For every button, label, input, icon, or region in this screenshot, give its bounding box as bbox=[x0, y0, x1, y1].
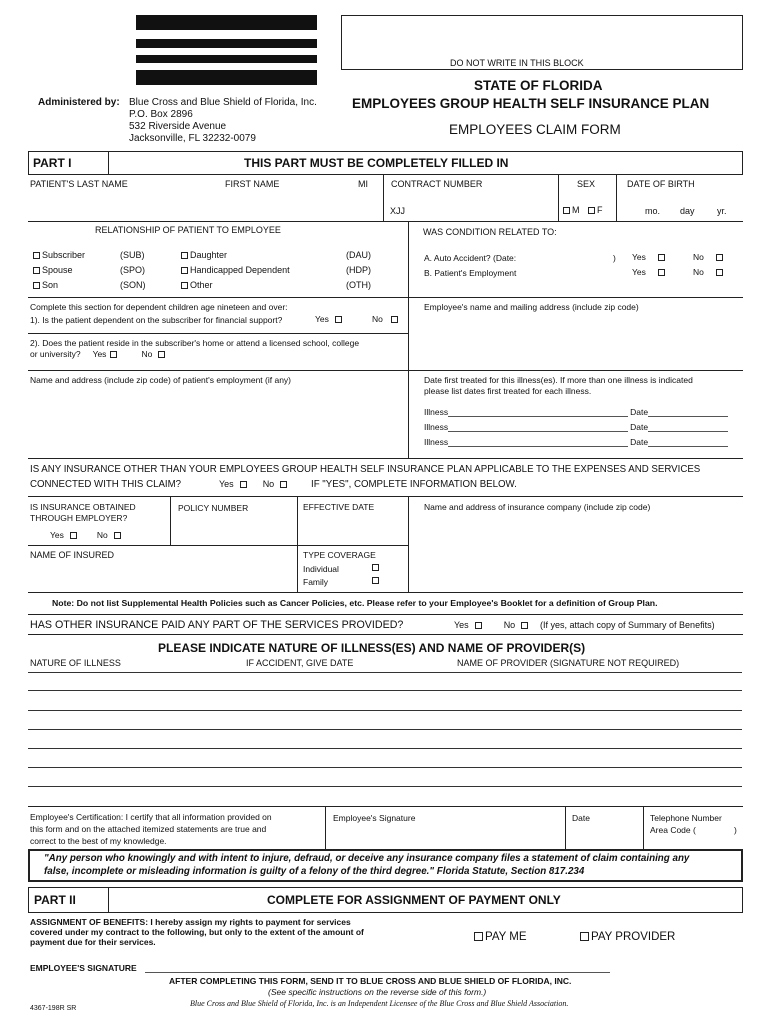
rel-son-checkbox[interactable] bbox=[33, 282, 40, 289]
date-3-field[interactable] bbox=[648, 438, 728, 447]
dependent-q1: 1). Is the patient dependent on the subscriber for financial support? bbox=[30, 315, 283, 325]
other-ins-no-label: No bbox=[262, 479, 275, 489]
sex-label: SEX bbox=[577, 179, 596, 189]
individual-label: Individual bbox=[303, 564, 339, 574]
condition-a: A. Auto Accident? (Date: bbox=[424, 253, 517, 263]
rel-spouse-checkbox[interactable] bbox=[33, 267, 40, 274]
send-to-text: AFTER COMPLETING THIS FORM, SEND IT TO BLUE CROSS AND BLUE SHIELD OF FLORIDA, INC. bbox=[169, 976, 572, 986]
employee-signature-line[interactable] bbox=[145, 972, 610, 973]
if-yes-label: IF "YES", COMPLETE INFORMATION BELOW. bbox=[311, 479, 517, 490]
name-of-insured-label: NAME OF INSURED bbox=[30, 550, 115, 560]
dep-q2-yes-label: Yes bbox=[92, 349, 107, 359]
rel-subscriber-code: (SUB) bbox=[120, 250, 145, 260]
cert-text-b: this form and on the attached itemized statements are true and bbox=[30, 824, 267, 834]
part1-title: THIS PART MUST BE COMPLETELY FILLED IN bbox=[244, 156, 509, 170]
cert-date-label: Date bbox=[572, 813, 590, 823]
date-first-treated-b: please list dates first treated for each illness. bbox=[424, 386, 592, 396]
rel-son-code: (SON) bbox=[120, 280, 146, 290]
rel-handicapped[interactable]: Handicapped Dependent bbox=[179, 265, 290, 275]
assignment-a: ASSIGNMENT OF BENEFITS: I hereby assign my rights to payment for services bbox=[30, 917, 351, 927]
rel-other-checkbox[interactable] bbox=[181, 282, 188, 289]
dep-q1-yes-label: Yes bbox=[315, 314, 329, 324]
dep-q1-no-label: No bbox=[372, 314, 383, 324]
nature-of-illness-label: NATURE OF ILLNESS bbox=[30, 658, 121, 668]
cond-b-yes-checkbox[interactable] bbox=[658, 269, 665, 276]
cond-b-no-checkbox[interactable] bbox=[716, 269, 723, 276]
condition-b: B. Patient's Employment bbox=[424, 268, 517, 278]
rel-handicapped-checkbox[interactable] bbox=[181, 267, 188, 274]
illness-line-2[interactable] bbox=[28, 690, 742, 691]
cert-text-c: correct to the best of my knowledge. bbox=[30, 836, 167, 846]
dob-label: DATE OF BIRTH bbox=[627, 179, 695, 189]
rel-subscriber[interactable]: Subscriber bbox=[31, 250, 85, 260]
admin-line-4: Jacksonville, FL 32232-0079 bbox=[129, 133, 256, 144]
illness-line-6[interactable] bbox=[28, 767, 742, 768]
family-checkbox[interactable] bbox=[372, 577, 379, 584]
condition-a-close: ) bbox=[613, 253, 616, 263]
dep-q1-no-checkbox[interactable] bbox=[391, 316, 398, 323]
dependent-intro: Complete this section for dependent children age nineteen and over: bbox=[30, 302, 288, 312]
dob-mo: mo. bbox=[645, 206, 661, 216]
has-paid-question: HAS OTHER INSURANCE PAID ANY PART OF THE SERVICES PROVIDED? bbox=[30, 619, 404, 631]
paid-yes-checkbox[interactable] bbox=[475, 622, 482, 629]
admin-line-1: Blue Cross and Blue Shield of Florida, Inc. bbox=[129, 97, 317, 108]
rel-daughter[interactable]: Daughter bbox=[179, 250, 227, 260]
admin-line-3: 532 Riverside Avenue bbox=[129, 121, 227, 132]
if-accident-label: IF ACCIDENT, GIVE DATE bbox=[246, 658, 354, 668]
date-first-treated-a: Date first treated for this illness(es). If more than one illness is indicated bbox=[424, 375, 693, 385]
paid-no-label: No bbox=[503, 620, 516, 630]
rel-daughter-checkbox[interactable] bbox=[181, 252, 188, 259]
administered-by-label: Administered by: bbox=[38, 97, 120, 108]
condition-title: WAS CONDITION RELATED TO: bbox=[423, 227, 557, 237]
rel-daughter-code: (DAU) bbox=[346, 250, 371, 260]
area-code-label: Area Code ( bbox=[650, 825, 696, 835]
company-address-label: Name and address of insurance company (include zip code) bbox=[424, 502, 651, 512]
employee-signature-label: Employee's Signature bbox=[333, 813, 416, 823]
telephone-label: Telephone Number bbox=[650, 813, 722, 823]
plan-title: EMPLOYEES GROUP HEALTH SELF INSURANCE PLAN bbox=[352, 96, 710, 111]
date-1-field[interactable] bbox=[648, 408, 728, 417]
paid-yes-label: Yes bbox=[454, 620, 469, 630]
pay-provider-option[interactable]: PAY PROVIDER bbox=[580, 931, 675, 943]
illness-row-2: Illness Date bbox=[424, 422, 728, 432]
state-title: STATE OF FLORIDA bbox=[474, 78, 603, 93]
cond-b-no-label: No bbox=[693, 267, 704, 277]
employee-signature-part2: EMPLOYEE'S SIGNATURE bbox=[30, 963, 137, 973]
attach-note: (If yes, attach copy of Summary of Benefits) bbox=[540, 620, 715, 630]
cond-a-yes-label: Yes bbox=[632, 252, 646, 262]
cond-a-no-checkbox[interactable] bbox=[716, 254, 723, 261]
effective-date-label: EFFECTIVE DATE bbox=[303, 502, 375, 512]
part2-label: PART II bbox=[34, 893, 76, 907]
provider-label: NAME OF PROVIDER (SIGNATURE NOT REQUIRED) bbox=[457, 658, 680, 668]
licensee-text: Blue Cross and Blue Shield of Florida, Inc. is an Independent Licensee of the Blue Cross and Blue Shield Association. bbox=[190, 999, 569, 1008]
do-not-write-label: DO NOT WRITE IN THIS BLOCK bbox=[450, 58, 584, 68]
fraud-warning-a: "Any person who knowingly and with intent to injure, defraud, or deceive any insurance company files a statement of claim containing any bbox=[44, 853, 690, 864]
illness-row-3: Illness Date bbox=[424, 437, 728, 447]
illness-line-4[interactable] bbox=[28, 729, 742, 730]
patient-last-name-label: PATIENT'S LAST NAME bbox=[30, 179, 128, 189]
rel-son[interactable]: Son bbox=[31, 280, 58, 290]
illness-line-3[interactable] bbox=[28, 710, 742, 711]
illness-row-1: Illness Date bbox=[424, 407, 728, 417]
illness-line-7[interactable] bbox=[28, 786, 742, 787]
pay-provider-checkbox[interactable] bbox=[580, 932, 589, 941]
cert-text-a: Employee's Certification: I certify that all information provided on bbox=[30, 812, 272, 822]
dob-yr: yr. bbox=[717, 206, 727, 216]
dependent-q2a: 2). Does the patient reside in the subscriber's home or attend a licensed school, college bbox=[30, 338, 360, 348]
obtained-yes-label: Yes bbox=[50, 530, 64, 540]
cond-b-yes-label: Yes bbox=[632, 267, 646, 277]
fraud-warning-b: false, incomplete or misleading information is guilty of a felony of the third degree." Florida Statute, Section 817.234 bbox=[44, 866, 585, 877]
sex-m-label: M bbox=[572, 205, 580, 215]
paid-no-checkbox[interactable] bbox=[521, 622, 528, 629]
rel-other-code: (OTH) bbox=[346, 280, 371, 290]
cond-a-no-label: No bbox=[693, 252, 704, 262]
supplemental-note: Note: Do not list Supplemental Health Policies such as Cancer Policies, etc. Please refer to your Employee's Booklet for a definition of Group Plan. bbox=[52, 598, 658, 608]
policy-number-label: POLICY NUMBER bbox=[178, 503, 249, 513]
part2-title: COMPLETE FOR ASSIGNMENT OF PAYMENT ONLY bbox=[267, 893, 561, 907]
pay-me-option[interactable]: PAY ME bbox=[474, 931, 527, 943]
contract-number-label: CONTRACT NUMBER bbox=[391, 179, 483, 189]
illness-3-field[interactable] bbox=[448, 438, 628, 447]
employee-address-label: Employee's name and mailing address (include zip code) bbox=[424, 302, 639, 312]
part1-label: PART I bbox=[33, 156, 72, 170]
dob-day: day bbox=[680, 206, 695, 216]
sex-f-checkbox[interactable] bbox=[588, 207, 595, 214]
other-ins-no-checkbox[interactable] bbox=[280, 481, 287, 488]
admin-line-2: P.O. Box 2896 bbox=[129, 109, 193, 120]
illness-2-field[interactable] bbox=[448, 423, 628, 432]
other-insurance-question-b: CONNECTED WITH THIS CLAIM? bbox=[30, 479, 182, 490]
rel-spouse-code: (SPO) bbox=[120, 265, 146, 275]
rel-other[interactable]: Other bbox=[179, 280, 213, 290]
see-instructions: (See specific instructions on the reverse side of this form.) bbox=[268, 987, 487, 997]
other-ins-yes-label: Yes bbox=[219, 479, 234, 489]
sex-f-label: F bbox=[597, 205, 603, 215]
relationship-title: RELATIONSHIP OF PATIENT TO EMPLOYEE bbox=[95, 225, 281, 235]
illness-section-title: PLEASE INDICATE NATURE OF ILLNESS(ES) AND NAME OF PROVIDER(S) bbox=[158, 641, 586, 655]
contract-prefix: XJJ bbox=[390, 206, 406, 216]
obtained-no-checkbox[interactable] bbox=[114, 532, 121, 539]
other-insurance-question-a: IS ANY INSURANCE OTHER THAN YOUR EMPLOYEES GROUP HEALTH SELF INSURANCE PLAN APPLICABLE TO THE EXPENSES AND SERVICES bbox=[30, 464, 701, 475]
dependent-q2b: or university? bbox=[30, 349, 81, 359]
first-name-label: FIRST NAME bbox=[225, 179, 280, 189]
assignment-c: payment due for their services. bbox=[30, 937, 156, 947]
date-2-field[interactable] bbox=[648, 423, 728, 432]
rel-spouse[interactable]: Spouse bbox=[31, 265, 73, 275]
rel-subscriber-checkbox[interactable] bbox=[33, 252, 40, 259]
obtained-employer-a: IS INSURANCE OBTAINED bbox=[30, 502, 136, 512]
obtained-yes-checkbox[interactable] bbox=[70, 532, 77, 539]
area-code-close: ) bbox=[734, 825, 737, 835]
type-coverage-label: TYPE COVERAGE bbox=[303, 550, 376, 560]
form-code: 4367-198R SR bbox=[30, 1005, 77, 1012]
other-ins-yes-checkbox[interactable] bbox=[240, 481, 247, 488]
family-label: Family bbox=[303, 577, 329, 587]
illness-1-field[interactable] bbox=[448, 408, 628, 417]
assignment-b: covered under my contract to the following, but only to the extent of the amount of bbox=[30, 927, 364, 937]
illness-line-5[interactable] bbox=[28, 748, 742, 749]
pay-me-checkbox[interactable] bbox=[474, 932, 483, 941]
dep-q2-yes-checkbox[interactable] bbox=[110, 351, 117, 358]
illness-line-1[interactable] bbox=[28, 672, 742, 673]
sex-m-checkbox[interactable] bbox=[563, 207, 570, 214]
mi-label: MI bbox=[358, 179, 368, 189]
dep-q2-no-checkbox[interactable] bbox=[158, 351, 165, 358]
dep-q1-yes-checkbox[interactable] bbox=[335, 316, 342, 323]
obtained-no-label: No bbox=[96, 530, 108, 540]
dep-q2-no-label: No bbox=[141, 349, 153, 359]
cond-a-yes-checkbox[interactable] bbox=[658, 254, 665, 261]
obtained-employer-b: THROUGH EMPLOYER? bbox=[30, 513, 128, 523]
rel-handicapped-code: (HDP) bbox=[346, 265, 371, 275]
individual-checkbox[interactable] bbox=[372, 564, 379, 571]
patient-employment-label: Name and address (include zip code) of patient's employment (if any) bbox=[30, 375, 292, 385]
form-title: EMPLOYEES CLAIM FORM bbox=[449, 122, 621, 137]
